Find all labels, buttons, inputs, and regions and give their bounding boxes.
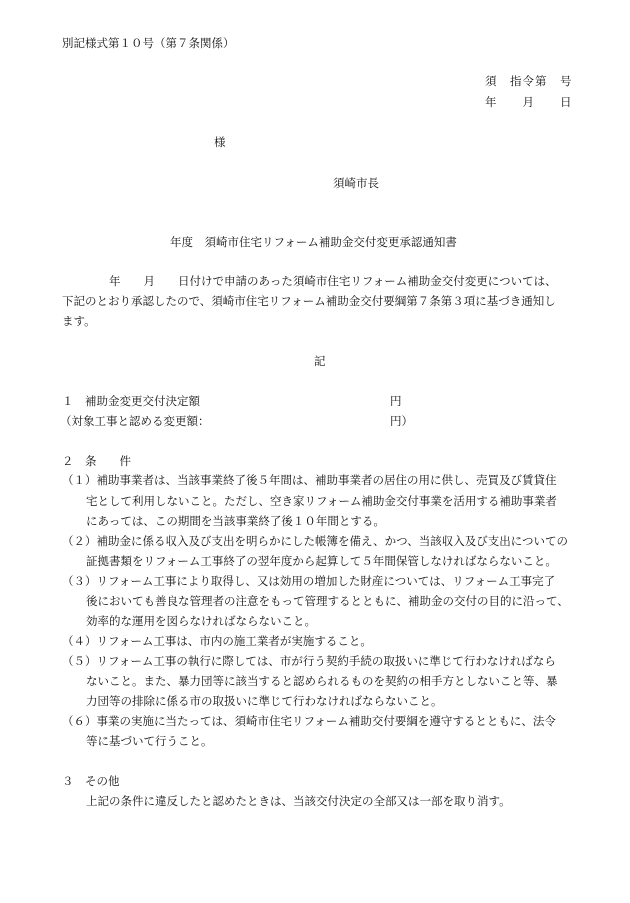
intro-line: ます。 <box>62 314 96 328</box>
condition-item-3: （３）リフォーム工事により取得し、又は効用の増加した財産については、リフォーム工事完了 <box>62 574 556 588</box>
condition-item-3-cont: 効率的な運用を図らなければならないこと。 <box>86 614 316 628</box>
condition-item-6: （６）事業の実施に当たっては、須崎市住宅リフォーム補助交付要綱を遵守するとともに、法令 <box>62 714 556 728</box>
section1-unit: 円 <box>390 394 402 408</box>
intro-line: 年 月 日付けで申請のあった須崎市住宅リフォーム補助金交付変更については、 <box>109 274 557 288</box>
notice-number: 須 指令第 号 <box>485 74 573 88</box>
document-title: 年度 須崎市住宅リフォーム補助金交付変更承認通知書 <box>170 235 457 249</box>
condition-item-6-cont: 等に基づいて行うこと。 <box>86 734 213 748</box>
addressee-suffix: 様 <box>214 135 226 149</box>
form-id: 別記様式第１０号（第７条関係） <box>62 36 235 50</box>
issue-date: 年 月 日 <box>485 95 573 109</box>
intro-line: 下記のとおり承認したので、須崎市住宅リフォーム補助金交付要綱第７条第３項に基づき通知し <box>62 294 556 308</box>
section3-heading: ３ その他 <box>62 774 120 788</box>
ki-heading: 記 <box>314 354 326 368</box>
section2-heading: ２ 条 件 <box>62 454 131 468</box>
condition-item-4: （４）リフォーム工事は、市内の施工業者が実施すること。 <box>62 634 372 648</box>
condition-item-1: （１）補助事業者は、当該事業終了後５年間は、補助事業者の居住の用に供し、売買及び賃貸住 <box>62 473 557 487</box>
condition-item-2-cont: 証拠書類をリフォーム工事終了の翌年度から起算して５年間保管しなければならないこと。 <box>86 554 557 568</box>
issuer-name: 須崎市長 <box>333 176 379 190</box>
section1-sub-label: （対象工事と認める変更額： <box>60 414 210 428</box>
condition-item-5: （５）リフォーム工事の執行に際しては、市が行う契約手続の取扱いに準じて行わなければなら <box>62 654 556 668</box>
section1-sub-unit: 円） <box>390 414 413 428</box>
condition-item-5-cont: 力団等の排除に係る市の取扱いに準じて行わなければならないこと。 <box>86 694 443 708</box>
condition-item-2: （２）補助金に係る収入及び支出を明らかにした帳簿を備え、かつ、当該収入及び支出についての <box>62 534 568 548</box>
section1-label: １ 補助金変更交付決定額 <box>62 394 200 408</box>
condition-item-3-cont: 後においても善良な管理者の注意をもって管理するとともに、補助金の交付の目的に沿って、 <box>86 594 569 608</box>
condition-item-5-cont: ないこと。また、暴力団等に該当すると認められるものを契約の相手方としないこと等、暴 <box>86 674 558 688</box>
section3-body: 上記の条件に違反したと認めたときは、当該交付決定の全部又は一部を取り消す。 <box>86 794 511 808</box>
condition-item-1-cont: にあっては、この期間を当該事業終了後１０年間とする。 <box>86 514 385 528</box>
condition-item-1-cont: 宅として利用しないこと。ただし、空き家リフォーム補助金交付事業を活用する補助事業者 <box>86 494 557 508</box>
